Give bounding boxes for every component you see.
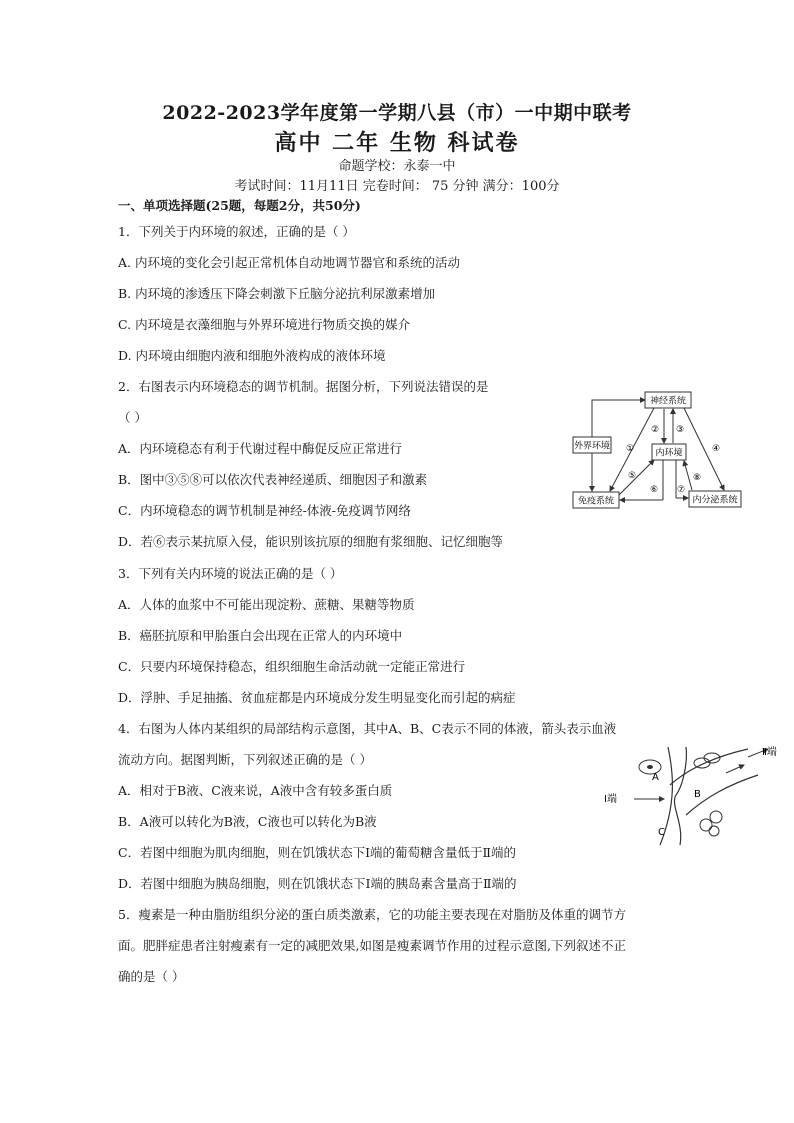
external-env-label: 外界环境	[573, 441, 611, 452]
label-7: ⑦	[677, 485, 686, 495]
q4-option-b: B．A液可以转化为B液，C液也可以转化为B液	[118, 814, 377, 829]
label-3: ③	[676, 425, 685, 435]
lymph-vessel-right	[674, 747, 686, 845]
q4-option-c: C．若图中细胞为肌肉细胞，则在饥饿状态下Ⅰ端的葡萄糖含量低于Ⅱ端的	[118, 845, 516, 860]
arrow-endocrine-to-internal	[684, 461, 692, 490]
exam-school: 命题学校：永泰一中	[338, 159, 456, 174]
q5-line-3: 确的是（ ）	[118, 969, 185, 984]
capillary-upper-wall	[670, 749, 748, 785]
arrow-immune-to-internal	[619, 460, 654, 495]
q2-option-b: B．图中③⑤⑧可以依次代表神经递质、细胞因子和激素	[118, 472, 428, 487]
q3-stem: 3．下列有关内环境的说法正确的是（ ）	[118, 566, 343, 581]
exam-info: 考试时间：11月11日 完卷时间： 75 分钟 满分：100分	[234, 179, 560, 194]
q1-option-c: C. 内环境是衣藻细胞与外界环境进行物质交换的媒介	[118, 317, 411, 332]
q3-option-b: B．癌胚抗原和甲胎蛋白会出现在正常人的内环境中	[118, 628, 403, 643]
q2-stem-cont: （ ）	[118, 410, 147, 425]
label-4: ④	[712, 444, 721, 454]
internal-env-label: 内环境	[655, 448, 683, 459]
tissue-cell-small	[709, 826, 719, 836]
exam-title: 2022-2023学年度第一学期八县（市）一中期中联考	[162, 102, 632, 124]
label-5: ⑤	[628, 471, 637, 481]
q4-stem: 4．右图为人体内某组织的局部结构示意图，其中A、B、C表示不同的体液，箭头表示血液	[118, 721, 617, 736]
arrow-external-to-nervous	[592, 400, 645, 437]
q2-option-a: A．内环境稳态有利于代谢过程中酶促反应正常进行	[118, 441, 403, 456]
label-end-I: Ⅰ端	[604, 794, 617, 805]
label-8: ⑧	[693, 473, 702, 483]
label-end-II: Ⅱ端	[762, 747, 777, 758]
label-1: ①	[626, 444, 635, 454]
q4-option-a: A．相对于B液、C液来说，A液中含有较多蛋白质	[118, 783, 393, 798]
q3-option-d: D．浮肿、手足抽搐、贫血症都是内环境成分发生明显变化而引起的病症	[118, 690, 516, 705]
tissue-cell-small	[710, 811, 722, 823]
q5-line-1: 5．瘦素是一种由脂肪组织分泌的蛋白质类激素，它的功能主要表现在对脂肪及体重的调节方	[118, 907, 626, 922]
q2-stem: 2．右图表示内环境稳态的调节机制。据图分析，下列说法错误的是	[118, 379, 489, 394]
label-B: B	[694, 789, 701, 800]
q5-line-2: 面。肥胖症患者注射瘦素有一定的减肥效果,如图是瘦素调节作用的过程示意图,下列叙述不正	[118, 938, 626, 953]
section-title: 一、单项选择题(25题，每题2分，共50分)	[118, 198, 361, 213]
tissue-cell-nucleus	[647, 765, 653, 769]
q2-option-d: D．若⑥表示某抗原入侵，能识别该抗原的细胞有浆细胞、记忆细胞等	[118, 534, 504, 549]
q1-option-b: B. 内环境的渗透压下降会刺激下丘脑分泌抗利尿激素增加	[118, 286, 436, 301]
label-C: C	[658, 827, 665, 838]
label-6: ⑥	[650, 485, 659, 495]
q4-option-d: D．若图中细胞为胰岛细胞，则在饥饿状态下Ⅰ端的胰岛素含量高于Ⅱ端的	[118, 876, 517, 891]
label-A: A	[652, 772, 659, 783]
q2-option-c: C．内环境稳态的调节机制是神经-体液-免疫调节网络	[118, 503, 412, 518]
flow-arrow	[726, 765, 744, 773]
endocrine-system-label: 内分泌系统	[692, 495, 738, 506]
q2-regulation-diagram	[566, 388, 746, 514]
red-blood-cell	[694, 758, 710, 768]
nervous-system-label: 神经系统	[649, 396, 687, 407]
q4-tissue-diagram	[598, 735, 788, 847]
immune-system-label: 免疫系统	[577, 496, 615, 507]
label-2: ②	[651, 425, 660, 435]
q4-stem-cont: 流动方向。据图判断，下列叙述正确的是（ ）	[118, 752, 372, 767]
q1-stem: 1．下列关于内环境的叙述，正确的是（ ）	[118, 224, 355, 239]
exam-subtitle: 高中 二年 生物 科试卷	[274, 130, 520, 156]
q1-option-d: D. 内环境由细胞内液和细胞外液构成的液体环境	[118, 348, 386, 363]
q3-option-a: A．人体的血浆中不可能出现淀粉、蔗糖、果糖等物质	[118, 597, 415, 612]
tissue-cell-small	[700, 819, 712, 831]
q3-option-c: C．只要内环境保持稳态，组织细胞生命活动就一定能正常进行	[118, 659, 466, 674]
q1-option-a: A. 内环境的变化会引起正常机体自动地调节器官和系统的活动	[118, 255, 460, 270]
